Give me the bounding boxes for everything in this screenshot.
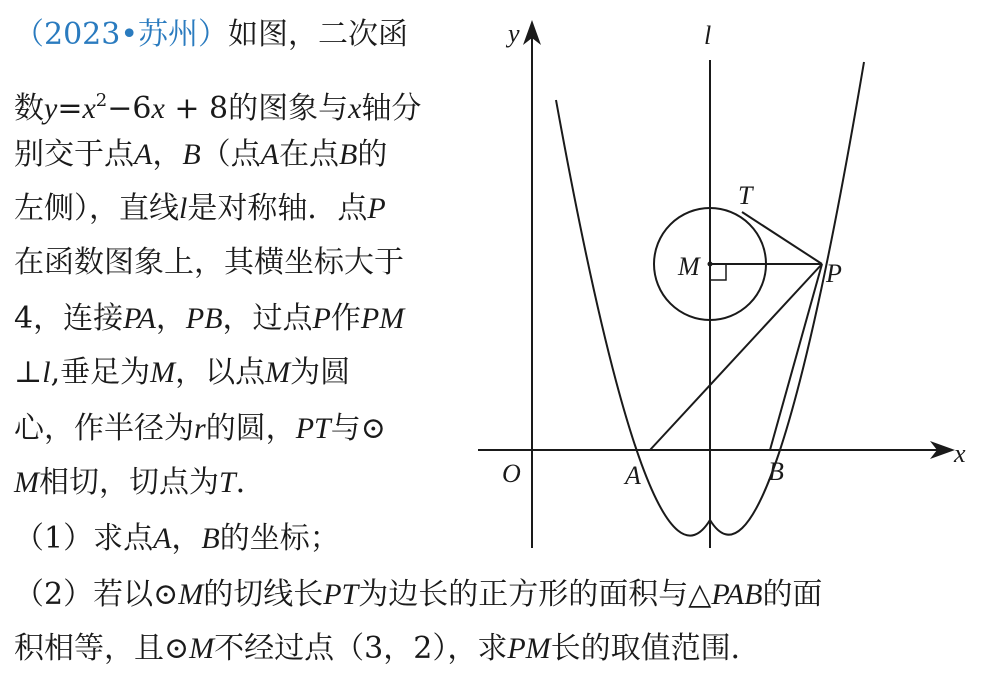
- var-PT: PT: [295, 412, 331, 445]
- exponent: 2: [95, 90, 108, 111]
- var-PAB: PAB: [711, 578, 763, 611]
- var-B: B: [201, 522, 220, 555]
- geometry-figure: [470, 10, 980, 560]
- var-A: A: [260, 138, 279, 171]
- text: 的: [357, 137, 388, 172]
- text: 作: [330, 301, 361, 336]
- text: ，过点: [222, 301, 313, 336]
- text: 的圆，: [205, 411, 296, 446]
- var-P: P: [312, 302, 331, 335]
- question-1: [14, 518, 340, 560]
- label-x: x: [954, 439, 966, 468]
- text: =: [57, 91, 83, 126]
- var-M: M: [265, 356, 291, 389]
- var-x: x: [348, 92, 362, 125]
- text: 数: [14, 91, 44, 126]
- var-M: M: [189, 632, 215, 665]
- label-b: B: [768, 457, 784, 486]
- text: 的切线长: [203, 577, 324, 612]
- problem-line-2: [14, 80, 421, 130]
- var-PT: PT: [323, 578, 359, 611]
- label-l: l: [704, 21, 712, 50]
- text: （2）若以⊙: [14, 577, 179, 612]
- text: （1）求点: [14, 521, 154, 556]
- text: 左侧），直线: [14, 191, 179, 226]
- text: 在函数图象上，其横坐标大于: [14, 245, 404, 280]
- text: + 8的图象与: [164, 91, 349, 126]
- tangent-pt: [742, 212, 822, 264]
- var-l: l: [42, 356, 51, 389]
- label-m: M: [678, 252, 700, 281]
- point-m-dot: [708, 262, 713, 267]
- text: ．: [235, 465, 266, 500]
- label-o: O: [502, 459, 521, 488]
- text: 在点: [278, 137, 339, 172]
- problem-line-7: [14, 352, 350, 394]
- text: 4，连接: [14, 301, 124, 336]
- var-x: x: [82, 92, 96, 125]
- text: 别交于点: [14, 137, 134, 172]
- label-p: P: [826, 259, 842, 288]
- var-A: A: [153, 522, 172, 555]
- text: （点: [200, 137, 261, 172]
- var-PM: PM: [360, 302, 405, 335]
- var-PB: PB: [185, 302, 223, 335]
- text: 长的取值范围．: [550, 631, 761, 666]
- question-2-continued: [14, 628, 761, 670]
- problem-line-4: [14, 188, 386, 230]
- label-y: y: [508, 19, 520, 48]
- text: 轴分: [361, 91, 422, 126]
- text: 是对称轴．点: [187, 191, 368, 226]
- text: ，: [171, 521, 202, 556]
- text: ，: [152, 137, 183, 172]
- var-T: T: [219, 466, 236, 499]
- label-t: T: [738, 181, 753, 210]
- text: ,垂足为: [50, 355, 151, 390]
- var-l: l: [179, 192, 188, 225]
- question-2: [14, 574, 822, 616]
- var-PA: PA: [123, 302, 156, 335]
- var-B: B: [182, 138, 201, 171]
- text: ，以点: [175, 355, 266, 390]
- text: −6: [107, 91, 152, 126]
- text: 与⊙: [330, 411, 386, 446]
- text: 的面: [762, 577, 823, 612]
- problem-line-1: [14, 14, 408, 56]
- text: 心，作半径为: [14, 411, 194, 446]
- text: ⊥: [14, 355, 43, 390]
- label-a: A: [625, 461, 641, 490]
- var-r: r: [194, 412, 206, 445]
- var-A: A: [134, 138, 153, 171]
- var-M: M: [14, 466, 39, 499]
- text: ，: [155, 301, 186, 336]
- text: 为边长的正方形的面积与△: [358, 577, 712, 612]
- problem-line-5: [14, 242, 404, 284]
- var-M: M: [178, 578, 204, 611]
- problem-line-9: [14, 462, 266, 504]
- text: 的坐标；: [219, 521, 340, 556]
- problem-line-8: [14, 408, 386, 450]
- var-P: P: [367, 192, 386, 225]
- right-angle-mark: [710, 264, 726, 280]
- text: 相切，切点为: [39, 465, 219, 500]
- intro-text: 如图，二次函: [228, 17, 409, 52]
- text: 为圆: [290, 355, 351, 390]
- problem-line-6: [14, 298, 404, 340]
- text: 积相等，且⊙: [14, 631, 190, 666]
- var-M: M: [150, 356, 176, 389]
- var-B: B: [338, 138, 358, 171]
- source-tag: （2023•苏州）: [14, 17, 229, 52]
- problem-line-3: [14, 134, 387, 176]
- var-x: x: [151, 92, 165, 125]
- var-y: y: [44, 92, 58, 125]
- text: 不经过点（3，2），求: [214, 631, 508, 666]
- var-PM: PM: [507, 632, 551, 665]
